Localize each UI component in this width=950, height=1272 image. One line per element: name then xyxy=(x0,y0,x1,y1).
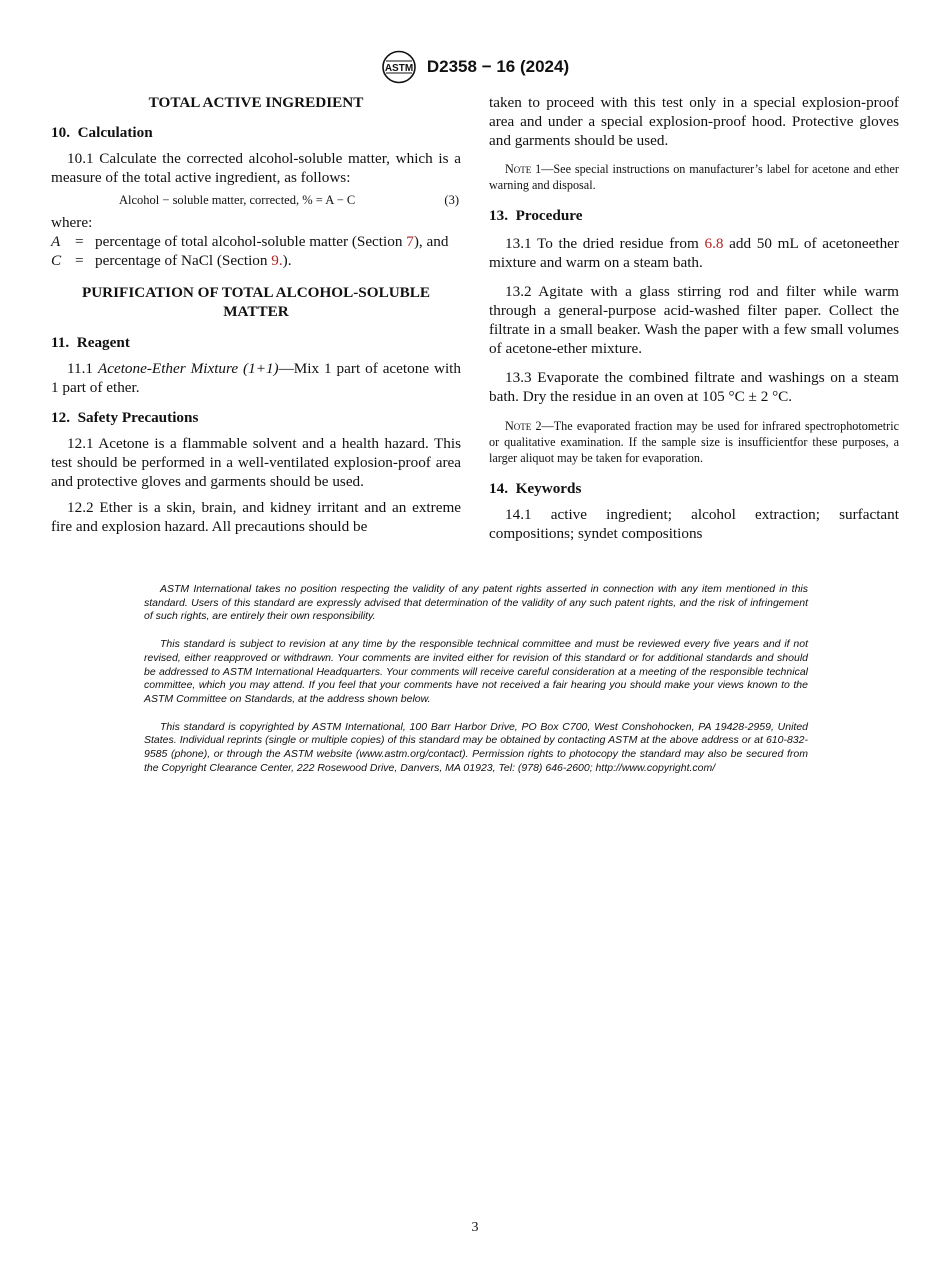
paragraph-13-1 xyxy=(489,234,899,272)
section-10-heading xyxy=(51,123,461,142)
astm-logo-icon xyxy=(381,50,417,84)
section-title: Reagent xyxy=(76,334,130,351)
paragraph-12-2: 12.2 Ether is a skin, brain, and kidney irritant and an extreme fire and explosion hazard. All precautions should be xyxy=(51,499,461,535)
paragraph-10-1: 10.1 Calculate the corrected alcohol-soluble matter, which is a measure of the total active ingredient, as follows: xyxy=(51,150,461,186)
page-number: 3 xyxy=(471,1220,479,1235)
note-label: Note xyxy=(505,162,532,176)
definition-equals: = xyxy=(75,252,84,269)
section-6-8-link[interactable]: 6.8 xyxy=(704,235,724,252)
paragraph-number: 11.1 xyxy=(67,360,94,377)
note-text: 2—The evaporated fraction may be used for infrared spectrophotometric or qualitative examination. If the sample size is insufficientfor these purposes, a larger aliquot may be taken for evaporation. xyxy=(489,419,899,465)
paragraph-text: —Mix 1 part of acetone with 1 part of ether. xyxy=(51,360,461,396)
note-2 xyxy=(489,418,899,466)
paragraph-12-2-continued: taken to proceed with this test only in a special explosion-proof area and under a special explosion-proof hood. Protective gloves and garments should be used. xyxy=(489,94,899,149)
section-title: Procedure xyxy=(515,207,583,224)
section-number: 12. xyxy=(51,409,70,426)
definition-c xyxy=(51,251,461,270)
where-label: where: xyxy=(51,214,93,231)
definition-a xyxy=(51,232,461,251)
footer-notices xyxy=(144,583,808,789)
equation-expression: Alcohol − soluble matter, corrected, % = A − C xyxy=(119,193,356,207)
note-label: Note xyxy=(505,419,532,433)
right-column xyxy=(489,93,899,543)
paragraph-14-1: 14.1 active ingredient; alcohol extraction; surfactant compositions; syndet compositions xyxy=(489,506,899,542)
section-11-heading xyxy=(51,333,461,352)
section-title: Calculation xyxy=(77,124,153,141)
definition-text: percentage of NaCl (Section xyxy=(95,252,272,269)
paragraph-11-1 xyxy=(51,359,461,397)
left-column xyxy=(51,93,461,536)
copyright-notice: This standard is copyrighted by ASTM International, 100 Barr Harbor Drive, PO Box C700, West Conshohocken, PA 19428-2959, United States. Individual reprints (single or multiple copies) of this standard may be obtained by contacting ASTM at the above address or at 610-832-9585 (phone), or through the ASTM website (www.astm.org/contact). Permission rights to photocopy the standard may also be secured from the Copyright Clearance Center, 222 Rosewood Drive, Danvers, MA 01923, Tel: (978) 646-2600; http://www.copyright.com/ xyxy=(144,720,808,774)
paragraph-text: 13.1 To the dried residue from xyxy=(505,235,705,252)
paragraph-text-end: add 50 mL of acetoneether mixture and warm on a steam bath. xyxy=(489,235,899,271)
section-14-heading xyxy=(489,479,899,498)
definition-text-end: ), and xyxy=(413,233,449,250)
section-number: 14. xyxy=(489,480,508,497)
svg-text:ASTM: ASTM xyxy=(384,63,414,74)
section-7-link[interactable]: 7 xyxy=(406,233,414,250)
heading-purification: PURIFICATION OF TOTAL ALCOHOL-SOLUBLE MATTER xyxy=(81,284,431,320)
revision-notice: This standard is subject to revision at any time by the responsible technical committee and must be reviewed every five years and if not revised, either reapproved or withdrawn. Your comments are invited either for revision of this standard or for additional standards and should be addressed to ASTM International Headquarters. Your comments will receive careful consideration at a meeting of the responsible technical committee, which you may attend. If you feel that your comments have not received a fair hearing you should make your views known to the ASTM Committee on Standards, at the address shown below. xyxy=(144,638,808,705)
paragraph-12-1: 12.1 Acetone is a flammable solvent and a health hazard. This test should be performed in a well-ventilated explosion-proof area and protective gloves and garments should be used. xyxy=(51,435,461,490)
equation-3 xyxy=(51,191,461,209)
reagent-name: Acetone-Ether Mixture (1+1) xyxy=(97,360,279,377)
equation-number: (3) xyxy=(444,193,459,207)
section-9-link[interactable]: 9. xyxy=(271,252,283,269)
definition-equals: = xyxy=(75,233,84,250)
section-number: 13. xyxy=(489,207,508,224)
section-number: 10. xyxy=(51,124,70,141)
definition-symbol: A xyxy=(51,233,61,250)
paragraph-13-3: 13.3 Evaporate the combined filtrate and washings on a steam bath. Dry the residue in an oven at 105 °C ± 2 °C. xyxy=(489,369,899,405)
definition-symbol: C xyxy=(51,252,62,269)
section-number: 11. xyxy=(51,334,70,351)
section-title: Keywords xyxy=(515,480,582,497)
section-13-heading xyxy=(489,206,899,225)
heading-total-active-ingredient: TOTAL ACTIVE INGREDIENT xyxy=(148,94,364,111)
page-header xyxy=(0,50,950,84)
document-designation: D2358 − 16 (2024) xyxy=(426,57,570,76)
paragraph-13-2: 13.2 Agitate with a glass stirring rod and filter while warm through a general-purpose acid-washed filter paper. Collect the filtrate in a small beaker. Wash the paper with a few small volumes of acetone-ether mixture. xyxy=(489,283,899,357)
patent-notice: ASTM International takes no position respecting the validity of any patent rights asserted in connection with any item mentioned in this standard. Users of this standard are expressly advised that determination of the validity of any such patent rights, and the risk of infringement of such rights, are entirely their own responsibility. xyxy=(144,583,808,623)
note-text: 1—See special instructions on manufacturer’s label for acetone and ether warning and disposal. xyxy=(489,162,899,192)
note-1 xyxy=(489,161,899,193)
section-12-heading xyxy=(51,408,461,427)
definition-text-end: ). xyxy=(282,252,292,269)
definition-text: percentage of total alcohol-soluble matter (Section xyxy=(95,233,407,250)
section-title: Safety Precautions xyxy=(77,409,199,426)
